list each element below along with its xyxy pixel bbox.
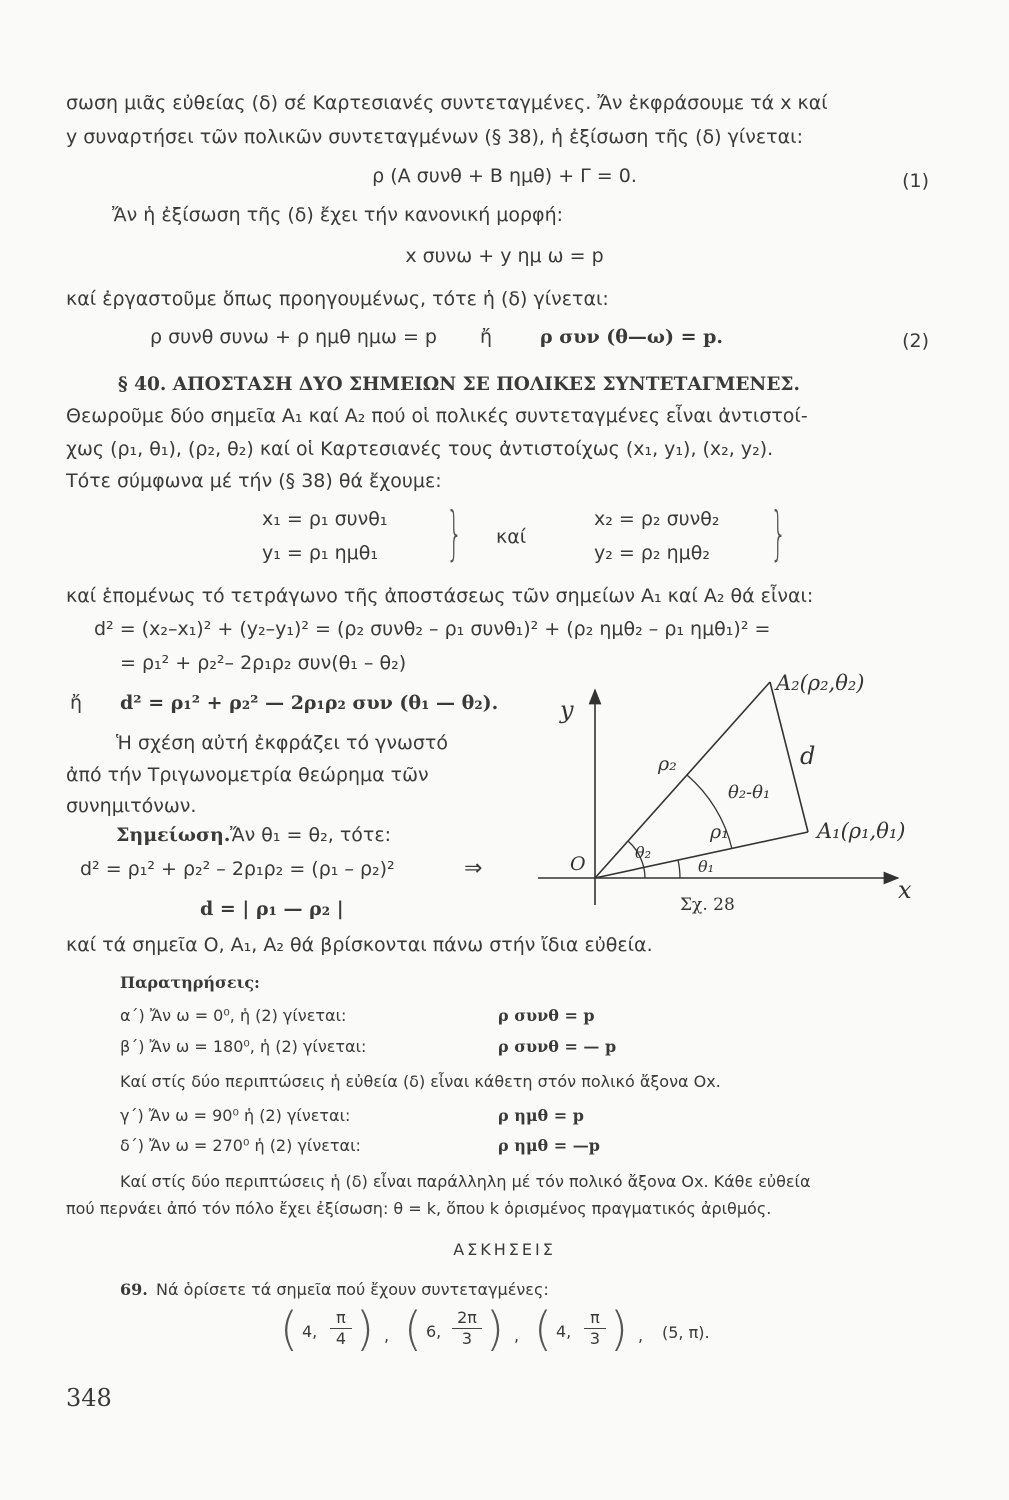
point-2-numerator: 2π (457, 1308, 477, 1327)
label-y: y (560, 696, 574, 724)
collinear-sentence: καί τά σημεῖα Ο, A₁, A₂ θά βρίσκονται πάνω στήν ἴδια εὐθεία. (66, 934, 653, 956)
label-theta-diff: θ₂-θ₁ (728, 782, 771, 803)
distance-eq-1: d² = (x₂–x₁)² + (y₂–y₁)² = (ρ₂ συνθ₂ – ρ₁ συνθ₁)² + (ρ₂ ημθ₂ – ρ₁ ημθ₁)² = (94, 618, 771, 640)
point-1-fraction (330, 1308, 352, 1349)
equation-2a: ρ συνθ συνω + ρ ημθ ημω = p (150, 326, 437, 348)
point-3-fraction (584, 1308, 606, 1349)
remark-g-result: ρ ημθ = p (498, 1106, 584, 1125)
arc-theta1 (678, 860, 680, 878)
remark-d: δ΄) Ἄν ω = 270⁰ ἡ (2) γίνεται: (120, 1136, 361, 1155)
section-heading: § 40. ΑΠΟΣΤΑΣΗ ΔΥΟ ΣΗΜΕΙΩΝ ΣΕ ΠΟΛΙΚΕΣ ΣΥΝΤΕΤΑΓΜΕΝΕΣ. (118, 374, 800, 395)
label-a2: A₂(ρ₂,θ₂) (776, 671, 865, 695)
label-o: O (570, 853, 586, 875)
point-1-numerator: π (336, 1308, 346, 1327)
distance-or: ἤ (70, 692, 83, 714)
paren-close-2: ) (486, 1302, 504, 1356)
label-a1: A₁(ρ₁,θ₁) (817, 819, 906, 843)
point-1-denominator: 4 (330, 1328, 352, 1349)
system-and: καί (496, 526, 527, 548)
point-2-fraction (452, 1308, 482, 1349)
point-4: (5, π). (662, 1323, 710, 1342)
remark-b: β΄) Ἄν ω = 180⁰, ἡ (2) γίνεται: (120, 1037, 367, 1056)
system-y2: y₂ = ρ₂ ημθ₂ (594, 542, 710, 564)
comma-3: , (638, 1326, 644, 1345)
equation-1: ρ (Α συνθ + Β ημθ) + Γ = 0. (372, 165, 637, 187)
paren-open-2: ( (404, 1302, 422, 1356)
paren-open-3: ( (534, 1302, 552, 1356)
remark-line-1: Ἡ σχέση αὐτή ἐκφράζει τό γνωστό (116, 732, 448, 754)
note-text: Ἄν θ₁ = θ₂, τότε: (230, 824, 391, 846)
remark-line-3: συνημιτόνων. (66, 795, 197, 817)
note-result: d = | ρ₁ — ρ₂ | (200, 898, 344, 920)
system-x1: x₁ = ρ₁ συνθ₁ (262, 508, 388, 530)
page-number: 348 (66, 1384, 112, 1412)
label-d: d (800, 742, 816, 770)
intro-line-1: σωση μιᾶς εὐθείας (δ) σέ Καρτεσιανές συντεταγμένες. Ἄν ἐκφράσουμε τά x καί (66, 92, 828, 114)
point-2-denominator: 3 (452, 1328, 482, 1349)
label-theta1: θ₁ (698, 857, 715, 876)
label-rho2: ρ₂ (658, 753, 677, 775)
distance-eq-2: = ρ₁² + ρ₂²– 2ρ₁ρ₂ συν(θ₁ – θ₂) (120, 652, 407, 674)
point-1-r: 4, (302, 1322, 318, 1341)
remark-conclusion-2: Καί στίς δύο περιπτώσεις ἡ (δ) εἶναι παράλληλη μέ τόν πολικό ἄξονα Ox. Κάθε εὐθεία (120, 1172, 811, 1191)
figure-caption: Σχ. 28 (680, 895, 735, 915)
section-para-4: καί ἑπομένως τό τετράγωνο τῆς ἀποστάσεως τῶν σημείων A₁ καί A₂ θά εἶναι: (66, 585, 814, 607)
point-3-r: 4, (556, 1322, 572, 1341)
equation-1-number: (1) (902, 170, 929, 192)
comma-1: , (384, 1326, 390, 1345)
normal-form-equation: x συνω + y ημ ω = p (405, 245, 604, 267)
remark-line-2: ἀπό τήν Τριγωνομετρία θεώρημα τῶν (66, 764, 429, 786)
equation-2b: ρ συν (θ—ω) = p. (540, 326, 724, 348)
section-para-2: χως (ρ₁, θ₁), (ρ₂, θ₂) καί οἱ Καρτεσιανές τους ἀντιστοίχως (x₁, y₁), (x₂, y₂). (66, 438, 774, 460)
implies-arrow: ⇒ (464, 856, 483, 881)
equation-2-or: ἤ (480, 326, 493, 348)
label-rho1: ρ₁ (710, 821, 729, 843)
remark-d-result: ρ ημθ = —p (498, 1136, 600, 1155)
remark-g: γ΄) Ἄν ω = 90⁰ ἡ (2) γίνεται: (120, 1106, 351, 1125)
intro-line-2: y συναρτήσει τῶν πολικῶν συντεταγμένων (§ 38), ἡ ἐξίσωση τῆς (δ) γίνεται: (66, 126, 803, 148)
paren-close-1: ) (356, 1302, 374, 1356)
exercise-69-number: 69. (120, 1280, 148, 1299)
exercise-69-text: Νά ὁρίσετε τά σημεῖα πού ἔχουν συντεταγμένες: (156, 1280, 549, 1299)
label-theta2: θ₂ (635, 843, 652, 862)
ray-rho2 (595, 682, 770, 878)
point-3-numerator: π (590, 1308, 600, 1327)
section-para-3: Τότε σύμφωνα μέ τήν (§ 38) θά ἔχουμε: (66, 470, 442, 492)
figure-28 (520, 660, 940, 920)
distance-eq-3: d² = ρ₁² + ρ₂² — 2ρ₁ρ₂ συν (θ₁ — θ₂). (120, 692, 499, 714)
intro-line-4: καί ἐργαστοῦμε ὅπως προηγουμένως, τότε ἡ (δ) γίνεται: (66, 288, 609, 310)
note-equation: d² = ρ₁² + ρ₂² – 2ρ₁ρ₂ = (ρ₁ – ρ₂)² (80, 858, 395, 880)
paren-open-1: ( (280, 1302, 298, 1356)
right-brace-2: } (770, 499, 787, 567)
remark-b-result: ρ συνθ = — p (498, 1037, 617, 1056)
note-label: Σημείωση. (116, 824, 231, 846)
point-3-denominator: 3 (584, 1328, 606, 1349)
remark-conclusion-1: Καί στίς δύο περιπτώσεις ἡ εὐθεία (δ) εἶναι κάθετη στόν πολικό ἄξονα Ox. (120, 1072, 721, 1091)
paren-close-3: ) (610, 1302, 628, 1356)
label-x: x (898, 876, 912, 904)
section-para-1: Θεωροῦμε δύο σημεῖα A₁ καί A₂ πού οἱ πολικές συντεταγμένες εἶναι ἀντιστοί- (66, 405, 808, 427)
system-x2: x₂ = ρ₂ συνθ₂ (594, 508, 720, 530)
point-2-r: 6, (426, 1322, 442, 1341)
exercises-title: ΑΣΚΗΣΕΙΣ (453, 1240, 556, 1259)
remark-a: α΄) Ἄν ω = 0⁰, ἡ (2) γίνεται: (120, 1006, 347, 1025)
intro-line-3: Ἄν ἡ ἐξίσωση τῆς (δ) ἔχει τήν κανονική μορφή: (112, 204, 564, 226)
right-brace-1: } (446, 499, 463, 567)
remark-a-result: ρ συνθ = p (498, 1006, 595, 1025)
remarks-title: Παρατηρήσεις: (120, 973, 260, 992)
equation-2-number: (2) (902, 330, 929, 352)
system-y1: y₁ = ρ₁ ημθ₁ (262, 542, 378, 564)
comma-2: , (514, 1326, 520, 1345)
remark-conclusion-3: πού περνάει ἀπό τόν πόλο ἔχει ἐξίσωση: θ = k, ὅπου k ὁρισμένος πραγματικός ἀριθμός. (66, 1199, 772, 1218)
